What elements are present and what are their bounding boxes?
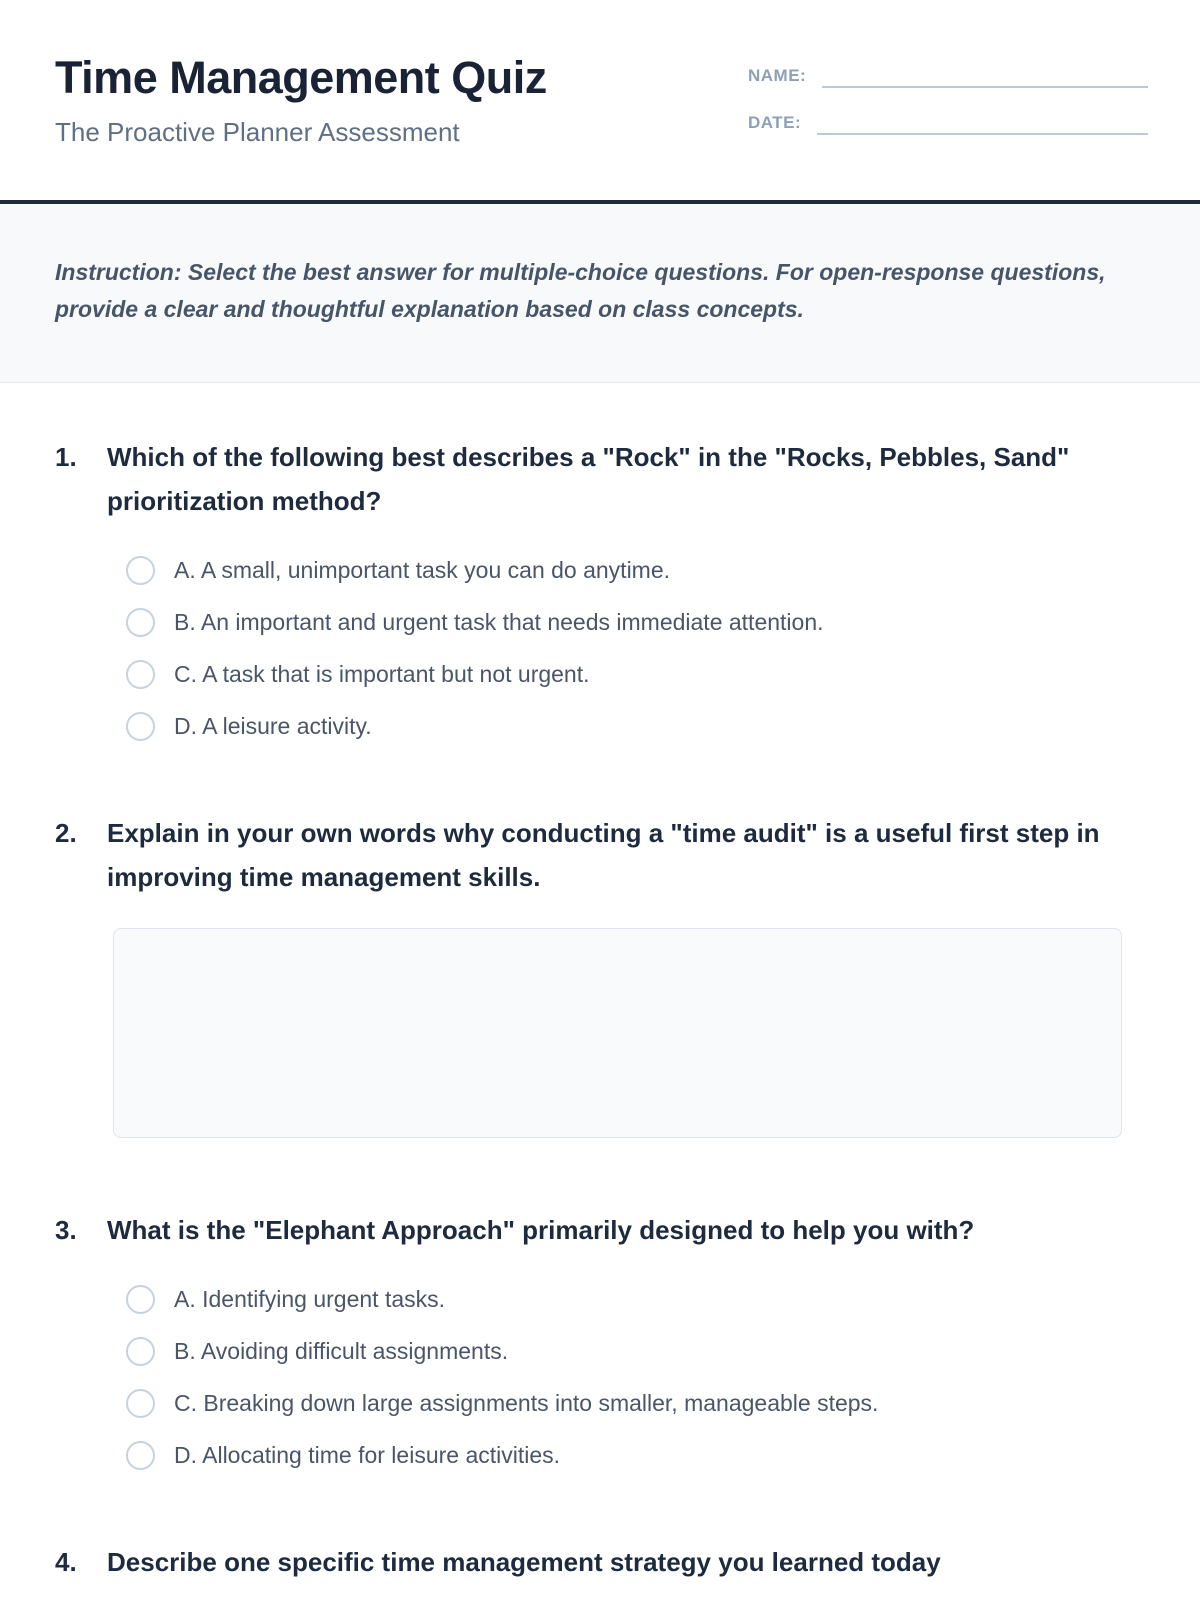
option-label: B. Avoiding difficult assignments. (174, 1338, 509, 1364)
q3-option-d-radio-icon[interactable] (126, 1441, 155, 1470)
q1-option-b[interactable] (126, 607, 1122, 637)
option-label: D. Allocating time for leisure activities. (174, 1442, 561, 1468)
question-1-heading (55, 435, 1122, 523)
q1-option-a-radio-icon[interactable] (126, 556, 155, 585)
name-input-line[interactable] (822, 64, 1148, 88)
questions-list (0, 435, 1200, 1584)
question-text: Describe one specific time management strategy you learned today (107, 1547, 941, 1577)
q3-option-d[interactable] (126, 1440, 1122, 1470)
question-number: 1. (55, 442, 77, 472)
option-label: A. A small, unimportant task you can do anytime. (174, 557, 671, 583)
q1-option-a[interactable] (126, 555, 1122, 585)
q1-option-d[interactable] (126, 711, 1122, 741)
date-field-row (748, 105, 1148, 135)
question-4-heading (55, 1540, 1122, 1584)
page-title: Time Management Quiz (55, 52, 547, 103)
question-number: 2. (55, 818, 77, 848)
option-label: A. Identifying urgent tasks. (174, 1286, 446, 1312)
q1-option-c-radio-icon[interactable] (126, 660, 155, 689)
instruction-banner (0, 204, 1200, 383)
question-number: 3. (55, 1215, 77, 1245)
q3-option-a-radio-icon[interactable] (126, 1285, 155, 1314)
question-2 (55, 811, 1122, 1138)
question-1-options (55, 555, 1122, 741)
question-3-options (55, 1284, 1122, 1470)
q3-option-c[interactable] (126, 1388, 1122, 1418)
instruction-text: Instruction: Select the best answer for multiple-choice questions. For open-response questions, provide a clear and thoughtful explanation based on class concepts. (55, 259, 1106, 322)
question-number: 4. (55, 1547, 77, 1577)
q1-option-b-radio-icon[interactable] (126, 608, 155, 637)
q3-option-b[interactable] (126, 1336, 1122, 1366)
question-1 (55, 435, 1122, 741)
question-3-heading (55, 1208, 1122, 1252)
question-2-heading (55, 811, 1122, 899)
q2-answer-textarea[interactable] (113, 928, 1122, 1138)
header-titles (55, 52, 547, 149)
page-subtitle: The Proactive Planner Assessment (55, 117, 460, 147)
name-field-row (748, 58, 1148, 88)
question-text: Which of the following best describes a "Rock" in the "Rocks, Pebbles, Sand" prioritization method? (107, 442, 1070, 516)
date-input-line[interactable] (817, 111, 1148, 135)
question-3 (55, 1208, 1122, 1470)
q3-option-a[interactable] (126, 1284, 1122, 1314)
date-label: DATE: (748, 113, 802, 132)
option-label: C. A task that is important but not urgent. (174, 661, 590, 687)
option-label: B. An important and urgent task that needs immediate attention. (174, 609, 824, 635)
q3-option-b-radio-icon[interactable] (126, 1337, 155, 1366)
question-text: Explain in your own words why conducting a "time audit" is a useful first step in improving time management skills. (107, 818, 1100, 892)
q1-option-c[interactable] (126, 659, 1122, 689)
q1-option-d-radio-icon[interactable] (126, 712, 155, 741)
question-4 (55, 1540, 1122, 1584)
option-label: D. A leisure activity. (174, 713, 372, 739)
name-date-fields (748, 52, 1148, 149)
question-text: What is the "Elephant Approach" primarily designed to help you with? (107, 1215, 975, 1245)
header (0, 0, 1200, 149)
name-label: NAME: (748, 66, 807, 85)
option-label: C. Breaking down large assignments into smaller, manageable steps. (174, 1390, 879, 1416)
q3-option-c-radio-icon[interactable] (126, 1389, 155, 1418)
